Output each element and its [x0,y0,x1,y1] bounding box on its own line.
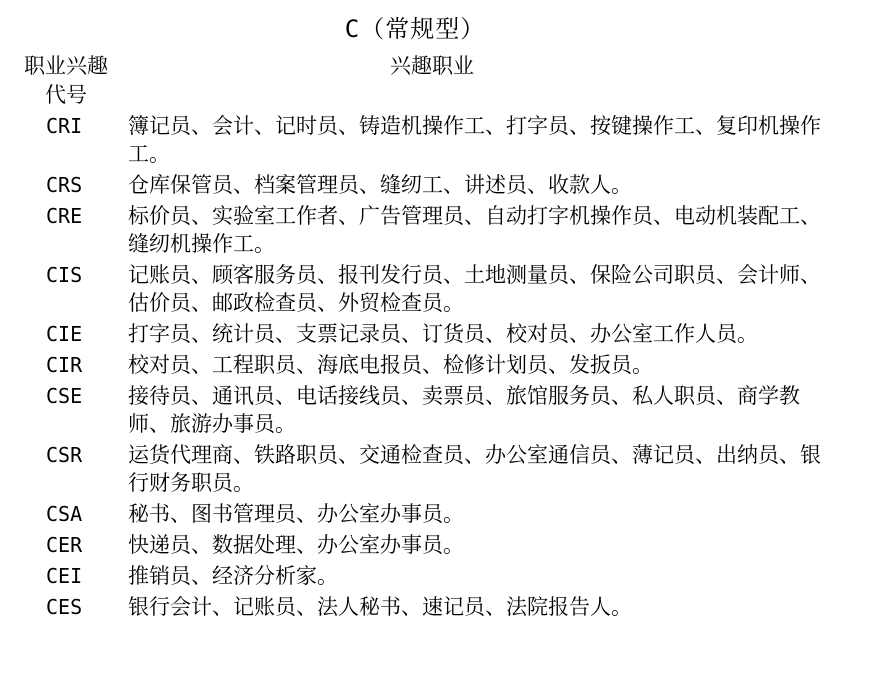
list-item [0,500,886,528]
interest-code: CIS [46,263,83,287]
interest-code: CIE [46,322,83,346]
list-item [0,320,886,348]
list-item [0,171,886,199]
header-code-column: 职业兴趣代号 [24,54,108,107]
page-title: C（常规型） [344,15,486,43]
list-item [0,562,886,590]
interest-code: CSA [46,502,83,526]
occupation-text: 仓库保管员、档案管理员、缝纫工、讲述员、收款人。 [128,173,632,197]
interest-code: CEI [46,564,83,588]
interest-code: CRI [46,114,83,138]
header-occupations-column: 兴趣职业 [390,54,474,78]
interest-code: CES [46,595,83,619]
occupation-text: 银行会计、记账员、法人秘书、速记员、法院报告人。 [128,595,632,619]
interest-code: CRE [46,204,83,228]
occupation-list [0,112,886,624]
occupation-text: 校对员、工程职员、海底电报员、检修计划员、发扳员。 [128,353,653,377]
interest-code: CRS [46,173,83,197]
interest-code: CER [46,533,83,557]
list-item [0,382,886,438]
occupation-text: 标价员、实验室工作者、广告管理员、自动打字机操作员、电动机装配工、缝纫机操作工。 [128,204,821,256]
interest-code: CSR [46,443,83,467]
occupation-text: 推销员、经济分析家。 [128,564,338,588]
list-item [0,351,886,379]
interest-code: CIR [46,353,83,377]
list-item [0,441,886,497]
occupation-text: 运货代理商、铁路职员、交通检查员、办公室通信员、薄记员、出纳员、银行财务职员。 [128,443,821,495]
occupation-text: 秘书、图书管理员、办公室办事员。 [128,502,464,526]
list-item [0,261,886,317]
occupation-text: 簿记员、会计、记时员、铸造机操作工、打字员、按键操作工、复印机操作工。 [128,114,821,166]
list-item [0,112,886,168]
occupation-text: 记账员、顾客服务员、报刊发行员、土地测量员、保险公司职员、会计师、估价员、邮政检查员、外贸检查员。 [128,263,821,315]
list-item [0,593,886,621]
list-item [0,202,886,258]
list-item [0,531,886,559]
interest-code: CSE [46,384,83,408]
occupation-text: 快递员、数据处理、办公室办事员。 [128,533,464,557]
occupation-text: 打字员、统计员、支票记录员、订货员、校对员、办公室工作人员。 [128,322,758,346]
occupation-text: 接待员、通讯员、电话接线员、卖票员、旅馆服务员、私人职员、商学教师、旅游办事员。 [128,384,800,436]
